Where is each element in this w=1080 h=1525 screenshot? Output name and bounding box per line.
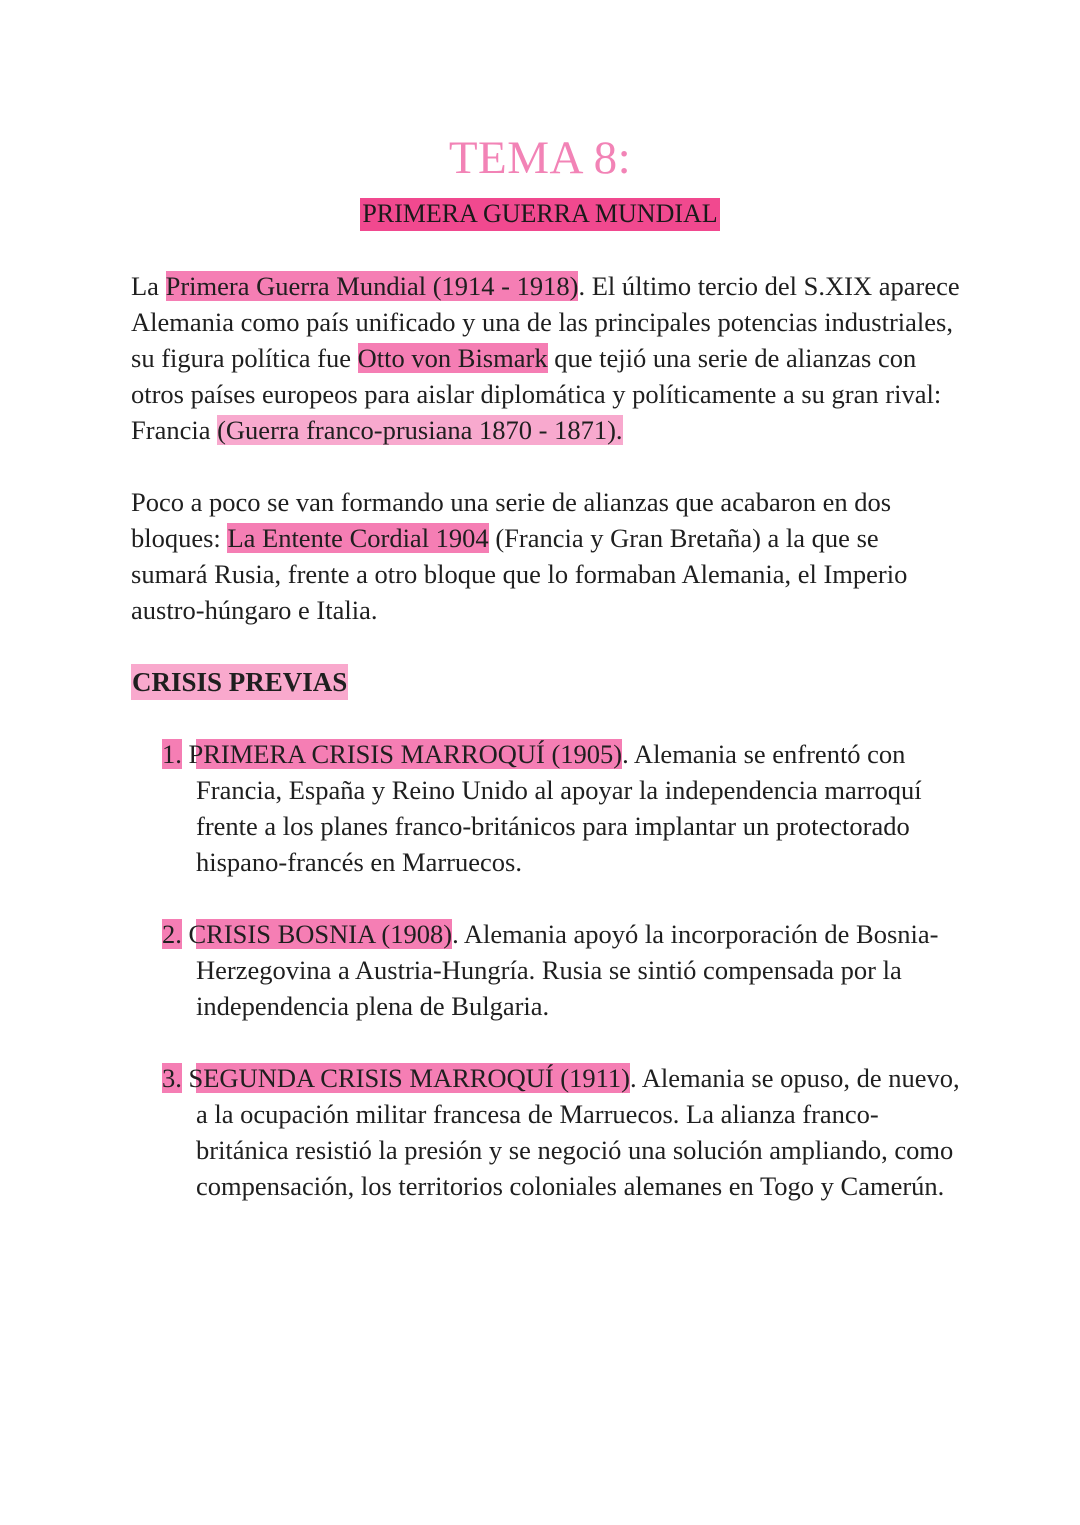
alliances-text-a: Poco a poco se van formando una serie de alianzas que acabaron en dos bloques: xyxy=(131,487,892,553)
list-number: 3. xyxy=(162,1063,182,1093)
crisis-list-item-3 xyxy=(162,1060,962,1204)
list-number: 2. xyxy=(162,919,182,949)
crisis-item-text: . Alemania apoyó la incorporación de Bosnia-Herzegovina a Austria-Hungría. Rusia se sintió compensada por la independencia plena de Bulgaria. xyxy=(196,919,939,1021)
intro-text-a: La xyxy=(131,271,166,301)
highlight-bismark: Otto von Bismark xyxy=(357,343,548,373)
highlight-entente-cordial: La Entente Cordial 1904 xyxy=(227,523,489,553)
crisis-item-title xyxy=(162,919,453,949)
alliances-paragraph xyxy=(131,484,961,628)
crisis-item-title xyxy=(162,739,623,769)
section-heading-crisis: CRISIS PREVIAS xyxy=(131,664,348,700)
intro-text-b: . El último tercio del S.XIX aparece Alemania como país unificado y una de las principales potencias industriales, su figura política fue xyxy=(131,271,960,373)
subtitle-container xyxy=(0,196,1080,232)
crisis-item-text: . Alemania se enfrentó con Francia, España y Reino Unido al apoyar la independencia marroquí frente a los planes franco-británicos para implantar un protectorado hispano-francés en Marruecos. xyxy=(196,739,922,877)
page-subtitle: PRIMERA GUERRA MUNDIAL xyxy=(360,198,719,231)
crisis-item-text: . Alemania se opuso, de nuevo, a la ocupación militar francesa de Marruecos. La alianza franco-británica resistió la presión y se negoció una solución ampliando, como compensación, los territorios coloniales alemanes en Togo y Camerún. xyxy=(196,1063,960,1201)
crisis-item-title xyxy=(162,1063,630,1093)
highlight-franco-prussian-war: (Guerra franco-prusiana 1870 - 1871). xyxy=(217,415,623,445)
highlight-war-dates: Primera Guerra Mundial (1914 - 1918) xyxy=(165,271,579,301)
crisis-title-text: CRISIS BOSNIA (1908) xyxy=(188,919,453,949)
crisis-list-item-2 xyxy=(162,916,962,1024)
crisis-list-item-1 xyxy=(162,736,962,880)
page-title: TEMA 8: xyxy=(448,132,632,184)
crisis-title-text: PRIMERA CRISIS MARROQUÍ (1905) xyxy=(188,739,623,769)
intro-text-c: que tejió una serie de alianzas con otros países europeos para aislar diplomática y políticamente a su gran rival: Francia xyxy=(131,343,942,445)
crisis-title-text: SEGUNDA CRISIS MARROQUÍ (1911) xyxy=(188,1063,630,1093)
list-number: 1. xyxy=(162,739,182,769)
intro-paragraph xyxy=(131,268,961,448)
alliances-text-b: (Francia y Gran Bretaña) a la que se sumará Rusia, frente a otro bloque que lo formaban Alemania, el Imperio austro-húngaro e Italia. xyxy=(131,523,908,625)
